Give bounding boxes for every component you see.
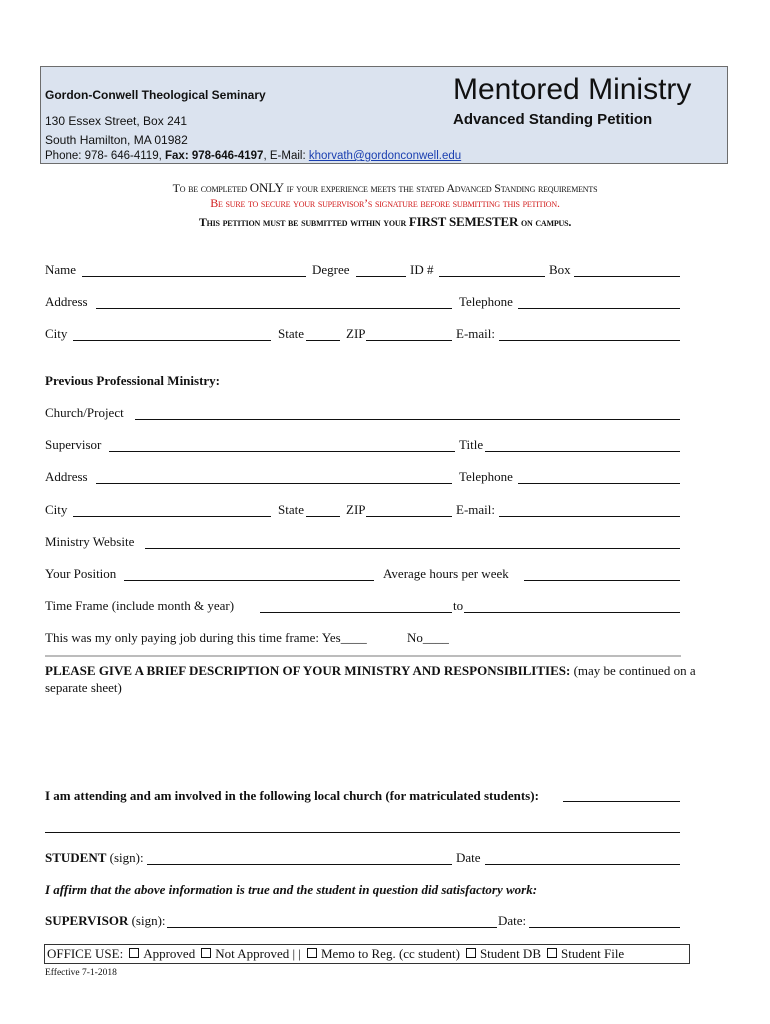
effective-date: Effective 7-1-2018 bbox=[45, 968, 117, 978]
form-subtitle: Advanced Standing Petition bbox=[453, 111, 653, 128]
only-job-question[interactable]: This was my only paying job during this time frame: Yes____ bbox=[45, 630, 367, 645]
telephone-label: Telephone bbox=[459, 294, 513, 309]
box-field[interactable] bbox=[574, 276, 680, 277]
box-label: Box bbox=[549, 262, 571, 277]
church-attend-label: I am attending and am involved in the following local church (for matriculated students): bbox=[45, 788, 539, 803]
timeframe-label: Time Frame (include month & year) bbox=[45, 598, 235, 613]
ministry-zip-field[interactable] bbox=[366, 516, 452, 517]
church-attend-field-2[interactable] bbox=[45, 832, 680, 833]
supervisor-label: SUPERVISOR bbox=[45, 913, 129, 928]
city-label: City bbox=[45, 326, 68, 341]
only-job-no[interactable]: No____ bbox=[407, 630, 449, 645]
ministry-state-label: State bbox=[278, 502, 304, 517]
phone-text: Phone: 978- 646-4119, bbox=[45, 150, 165, 162]
org-address-line1: 130 Essex Street, Box 241 bbox=[45, 114, 188, 128]
approved-label: Approved bbox=[143, 946, 196, 961]
title-label: Title bbox=[459, 437, 484, 452]
header-box bbox=[40, 66, 728, 164]
description-prompt bbox=[45, 662, 725, 696]
org-name: Gordon-Conwell Theological Seminary bbox=[45, 88, 266, 102]
supervisor-date-field[interactable] bbox=[529, 927, 680, 928]
zip-label: ZIP bbox=[346, 326, 366, 341]
id-label: ID # bbox=[410, 262, 434, 277]
affirm-statement: I affirm that the above information is true and the student in question did satisfactory work: bbox=[45, 882, 538, 897]
description-note-b: separate sheet) bbox=[45, 680, 122, 695]
timeframe-end-field[interactable] bbox=[464, 612, 680, 613]
email-label: E-mail: bbox=[456, 326, 495, 341]
student-signature-field[interactable] bbox=[147, 864, 452, 865]
notice-line-2: Be sure to secure your supervisor’s signature before submitting this petition. bbox=[210, 196, 560, 210]
timeframe-start-field[interactable] bbox=[260, 612, 452, 613]
address-label: Address bbox=[45, 294, 88, 309]
notice-line-3 bbox=[0, 214, 770, 230]
website-field[interactable] bbox=[145, 548, 680, 549]
supervisor-sign-label bbox=[45, 913, 166, 929]
timeframe-to-label: to bbox=[453, 598, 464, 613]
title-field[interactable] bbox=[485, 451, 680, 452]
state-field[interactable] bbox=[306, 340, 340, 341]
ministry-email-field[interactable] bbox=[499, 516, 680, 517]
address-field[interactable] bbox=[96, 308, 452, 309]
student-date-label: Date bbox=[456, 850, 481, 865]
not-approved-label: Not Approved | | bbox=[215, 946, 301, 961]
ministry-telephone-label: Telephone bbox=[459, 469, 513, 484]
telephone-field[interactable] bbox=[518, 308, 680, 309]
position-label: Your Position bbox=[45, 566, 117, 581]
student-label: STUDENT bbox=[45, 850, 107, 865]
ministry-email-label: E-mail: bbox=[456, 502, 495, 517]
ministry-address-label: Address bbox=[45, 469, 88, 484]
student-file-checkbox[interactable] bbox=[547, 948, 557, 958]
supervisor-label: Supervisor bbox=[45, 437, 102, 452]
church-label: Church/Project bbox=[45, 405, 124, 420]
notice-1b: ONLY bbox=[249, 180, 284, 195]
description-heading: PLEASE GIVE A BRIEF DESCRIPTION OF YOUR MINISTRY AND RESPONSIBILITIES: bbox=[45, 663, 571, 678]
position-field[interactable] bbox=[124, 580, 374, 581]
ministry-telephone-field[interactable] bbox=[518, 483, 680, 484]
email-field[interactable] bbox=[499, 340, 680, 341]
city-field[interactable] bbox=[73, 340, 271, 341]
notice-1c: if your experience meets the stated Advanced Standing requirements bbox=[283, 181, 598, 195]
description-note-a: (may be continued on a bbox=[570, 663, 696, 678]
ministry-zip-label: ZIP bbox=[346, 502, 366, 517]
hours-field[interactable] bbox=[524, 580, 680, 581]
description-area[interactable] bbox=[45, 700, 681, 780]
notice-1a: To be completed bbox=[172, 181, 250, 195]
fax-text: Fax: 978-646-4197 bbox=[165, 150, 264, 162]
office-use-label: OFFICE USE: bbox=[47, 946, 124, 961]
notice-3b: FIRST SEMESTER bbox=[408, 214, 519, 229]
supervisor-date-label: Date: bbox=[498, 913, 527, 928]
supervisor-signature-field[interactable] bbox=[167, 927, 497, 928]
name-label: Name bbox=[45, 262, 77, 277]
ministry-state-field[interactable] bbox=[306, 516, 340, 517]
hours-label: Average hours per week bbox=[383, 566, 509, 581]
student-date-field[interactable] bbox=[485, 864, 680, 865]
org-contact bbox=[45, 150, 461, 162]
ministry-city-label: City bbox=[45, 502, 68, 517]
previous-ministry-heading: Previous Professional Ministry: bbox=[45, 373, 221, 388]
office-use-box bbox=[44, 944, 690, 964]
church-attend-field[interactable] bbox=[563, 801, 680, 802]
id-field[interactable] bbox=[439, 276, 545, 277]
notice-3a: This petition must be submitted within your bbox=[198, 215, 409, 229]
state-label: State bbox=[278, 326, 304, 341]
section-divider bbox=[45, 655, 681, 657]
student-file-label: Student File bbox=[561, 946, 625, 961]
student-db-label: Student DB bbox=[479, 946, 541, 961]
approved-checkbox[interactable] bbox=[129, 948, 139, 958]
name-field[interactable] bbox=[82, 276, 306, 277]
student-sign-text: (sign): bbox=[106, 850, 144, 865]
supervisor-field[interactable] bbox=[109, 451, 455, 452]
form-title: Mentored Ministry bbox=[453, 73, 692, 106]
degree-label: Degree bbox=[312, 262, 350, 277]
zip-field[interactable] bbox=[366, 340, 452, 341]
ministry-address-field[interactable] bbox=[96, 483, 452, 484]
church-field[interactable] bbox=[135, 419, 680, 420]
memo-checkbox[interactable] bbox=[307, 948, 317, 958]
email-label: , E-Mail: bbox=[263, 150, 309, 162]
org-address-line2: South Hamilton, MA 01982 bbox=[45, 133, 188, 147]
supervisor-sign-text: (sign): bbox=[128, 913, 166, 928]
notice-line-1 bbox=[0, 180, 770, 196]
student-db-checkbox[interactable] bbox=[466, 948, 476, 958]
degree-field[interactable] bbox=[356, 276, 406, 277]
not-approved-checkbox[interactable] bbox=[201, 948, 211, 958]
student-sign-label bbox=[45, 850, 144, 866]
notice-3c: on campus. bbox=[518, 215, 572, 229]
email-link[interactable]: khorvath@gordonconwell.edu bbox=[308, 150, 462, 162]
website-label: Ministry Website bbox=[45, 534, 135, 549]
ministry-city-field[interactable] bbox=[73, 516, 271, 517]
memo-label: Memo to Reg. (cc student) bbox=[320, 946, 460, 961]
